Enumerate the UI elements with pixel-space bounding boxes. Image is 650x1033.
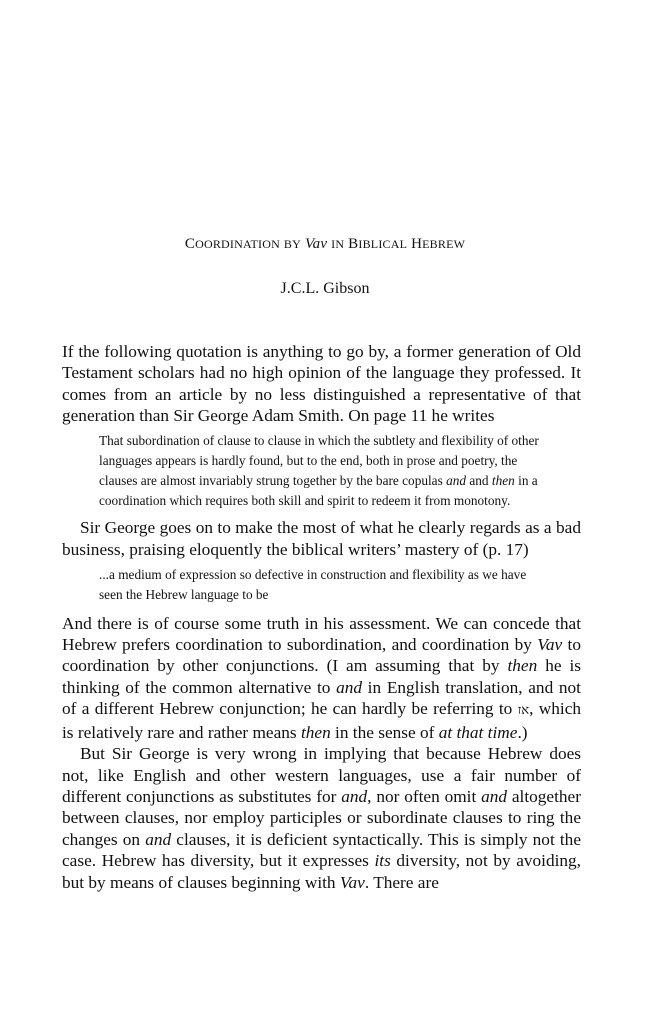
p4-s4: clauses, it is deficient syntactically. This is simply not the case. Hebrew has diversity, but it expresses <box>62 829 581 871</box>
p4-s2: , nor often omit <box>367 786 482 806</box>
body-text <box>62 341 581 893</box>
title-vav: Vav <box>304 236 328 252</box>
quote1-after: in a coordination which requires both skill and spirit to redeem it from monotony. <box>99 473 538 509</box>
quote1-and-conj: and <box>466 473 492 489</box>
title-by: BY <box>283 237 301 251</box>
p4-s5: diversity, not by avoiding, but by means of clauses beginning with <box>62 851 581 892</box>
title-oordination: OORDINATION <box>195 237 280 251</box>
p4-its: its <box>374 851 391 871</box>
paragraph-2: Sir George goes on to make the most of what he clearly regards as a bad business, praising eloquently the biblical writers’ mastery of (p. 17) <box>62 518 581 559</box>
p3-s2: to coordination by other conjunctions. (I am assuming that by <box>62 635 582 676</box>
quote1-then: then <box>491 473 515 489</box>
title-h: H <box>411 236 423 252</box>
p3-then-1: then <box>507 656 538 676</box>
title-in: IN <box>331 237 345 251</box>
quote1-before: That subordination of clause to clause in which the subtlety and flexibility of other languages appears is hardly found, but to the end, both in prose and poetry, the clauses are almost invariably strung together by the bare copulas <box>99 432 539 489</box>
p4-and-3: and <box>145 829 172 849</box>
p3-s1: And there is of course some truth in his assessment. We can concede that Hebrew prefers coordination to subordination, and coordination by <box>62 613 581 655</box>
p4-s6: . There are <box>364 872 439 892</box>
p4-and-2: and <box>481 786 508 806</box>
block-quote-2: ...a medium of expression so defective in construction and flexibility as we have seen the Hebrew language to be <box>99 567 527 603</box>
p3-and-1: and <box>336 677 362 697</box>
quote1-and: and <box>446 473 467 489</box>
p4-s3: altogether between clauses, nor employ participles or subordinate clauses to ring the changes on <box>62 786 581 849</box>
p3-vav: Vav <box>537 635 563 655</box>
title-iblical: IBLICAL <box>358 237 408 251</box>
title-ebrew: EBREW <box>422 237 466 251</box>
p4-vav: Vav <box>339 872 365 892</box>
p3-s5: , which is relatively rare and rather means <box>62 699 581 742</box>
article-title <box>0 236 650 253</box>
title-b: B <box>348 236 359 252</box>
p4-s1: But Sir George is very wrong in implying that because Hebrew does not, like English and other western languages, use a fair number of different conjunctions as substitutes for <box>62 744 581 806</box>
hebrew-word: אז <box>517 703 530 719</box>
author-name: J.C.L. Gibson <box>280 280 370 297</box>
p3-s7: .) <box>517 722 528 742</box>
paragraph-4 <box>62 743 581 893</box>
paragraph-1: If the following quotation is anything to go by, a former generation of Old Testament scholars had no high opinion of the language they professed. It comes from an article by no less distinguished a representative of that generation than Sir George Adam Smith. On page 11 he writes <box>62 342 581 426</box>
paragraph-3 <box>62 613 581 743</box>
p3-then-2: then <box>300 722 331 742</box>
p3-s3: he is thinking of the common alternative to <box>62 656 581 697</box>
p3-at-that-time: at that time <box>438 722 518 742</box>
block-quote-1 <box>99 431 549 512</box>
p3-s4: in English translation, and not of a different Hebrew conjunction; he can hardly be referring to <box>62 677 581 719</box>
title-c: C <box>184 236 196 252</box>
p3-s6: in the sense of <box>330 722 439 742</box>
p4-and-1: and <box>341 786 368 806</box>
